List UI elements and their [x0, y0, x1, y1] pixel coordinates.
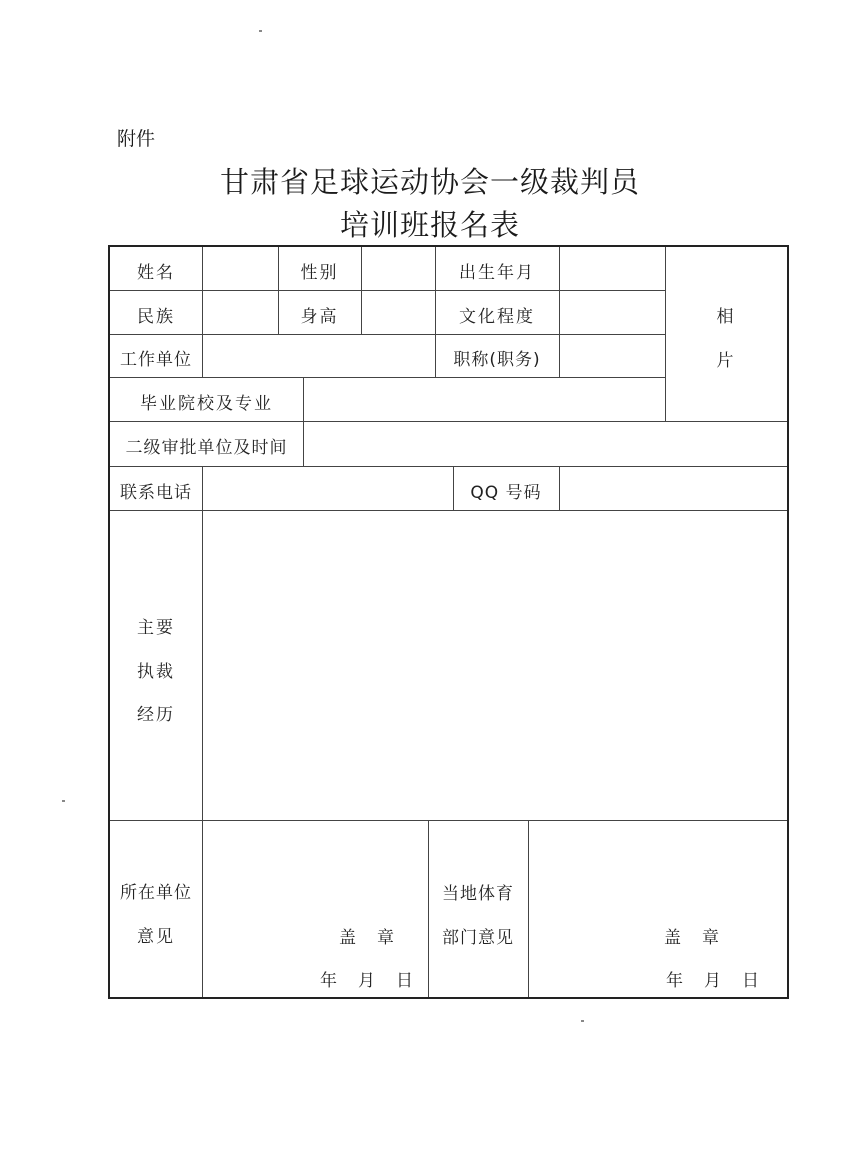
label-job-title: 职称(职务): [453, 350, 541, 370]
label-exp-1: 主要: [137, 618, 175, 638]
col-divider: [303, 377, 304, 466]
col-divider: [559, 466, 560, 510]
form-title-line2: 培训班报名表: [339, 208, 520, 242]
col-divider: [361, 247, 362, 334]
label-ethnicity: 民族: [137, 307, 175, 327]
row-divider: [110, 377, 665, 378]
col-divider: [665, 247, 666, 421]
col-divider: [202, 510, 203, 997]
col-divider: [202, 466, 203, 510]
label-phone: 联系电话: [120, 483, 192, 503]
scan-speck: [62, 800, 65, 802]
unit-date: 年 月 日: [320, 971, 415, 991]
label-gender: 性别: [300, 263, 339, 283]
row-divider: [110, 421, 787, 422]
col-divider: [202, 247, 203, 377]
scan-speck: [581, 1020, 584, 1022]
row-divider: [110, 334, 665, 335]
col-divider: [559, 247, 560, 377]
label-birth: 出生年月: [459, 263, 535, 283]
label-approval: 二级审批单位及时间: [125, 438, 288, 458]
sport-seal: 盖 章: [664, 928, 721, 948]
label-unit-opinion-1: 所在单位: [120, 883, 192, 903]
row-divider: [110, 466, 787, 467]
unit-seal: 盖 章: [339, 928, 396, 948]
label-sport-opinion-2: 部门意见: [442, 928, 514, 948]
col-divider: [428, 820, 429, 997]
label-exp-3: 经历: [137, 705, 175, 725]
label-photo-1: 相: [716, 307, 736, 327]
registration-form-table: [108, 245, 789, 999]
label-qq: QQ 号码: [470, 483, 542, 503]
form-title-line1: 甘肃省足球运动协会一级裁判员: [219, 165, 640, 199]
row-divider: [110, 290, 665, 291]
label-education: 文化程度: [459, 307, 535, 327]
label-height: 身高: [300, 307, 339, 327]
sport-date: 年 月 日: [666, 971, 761, 991]
col-divider: [528, 820, 529, 997]
label-school-major: 毕业院校及专业: [140, 394, 273, 414]
label-unit-opinion-2: 意见: [137, 927, 175, 947]
row-divider: [110, 510, 787, 511]
label-photo-2: 片: [716, 351, 736, 371]
scan-speck: [259, 30, 262, 32]
row-divider: [110, 820, 787, 821]
label-sport-opinion-1: 当地体育: [442, 884, 514, 904]
label-workplace: 工作单位: [120, 350, 192, 370]
label-name: 姓名: [137, 263, 175, 283]
attachment-label: 附件: [117, 128, 156, 150]
label-exp-2: 执裁: [137, 662, 175, 682]
